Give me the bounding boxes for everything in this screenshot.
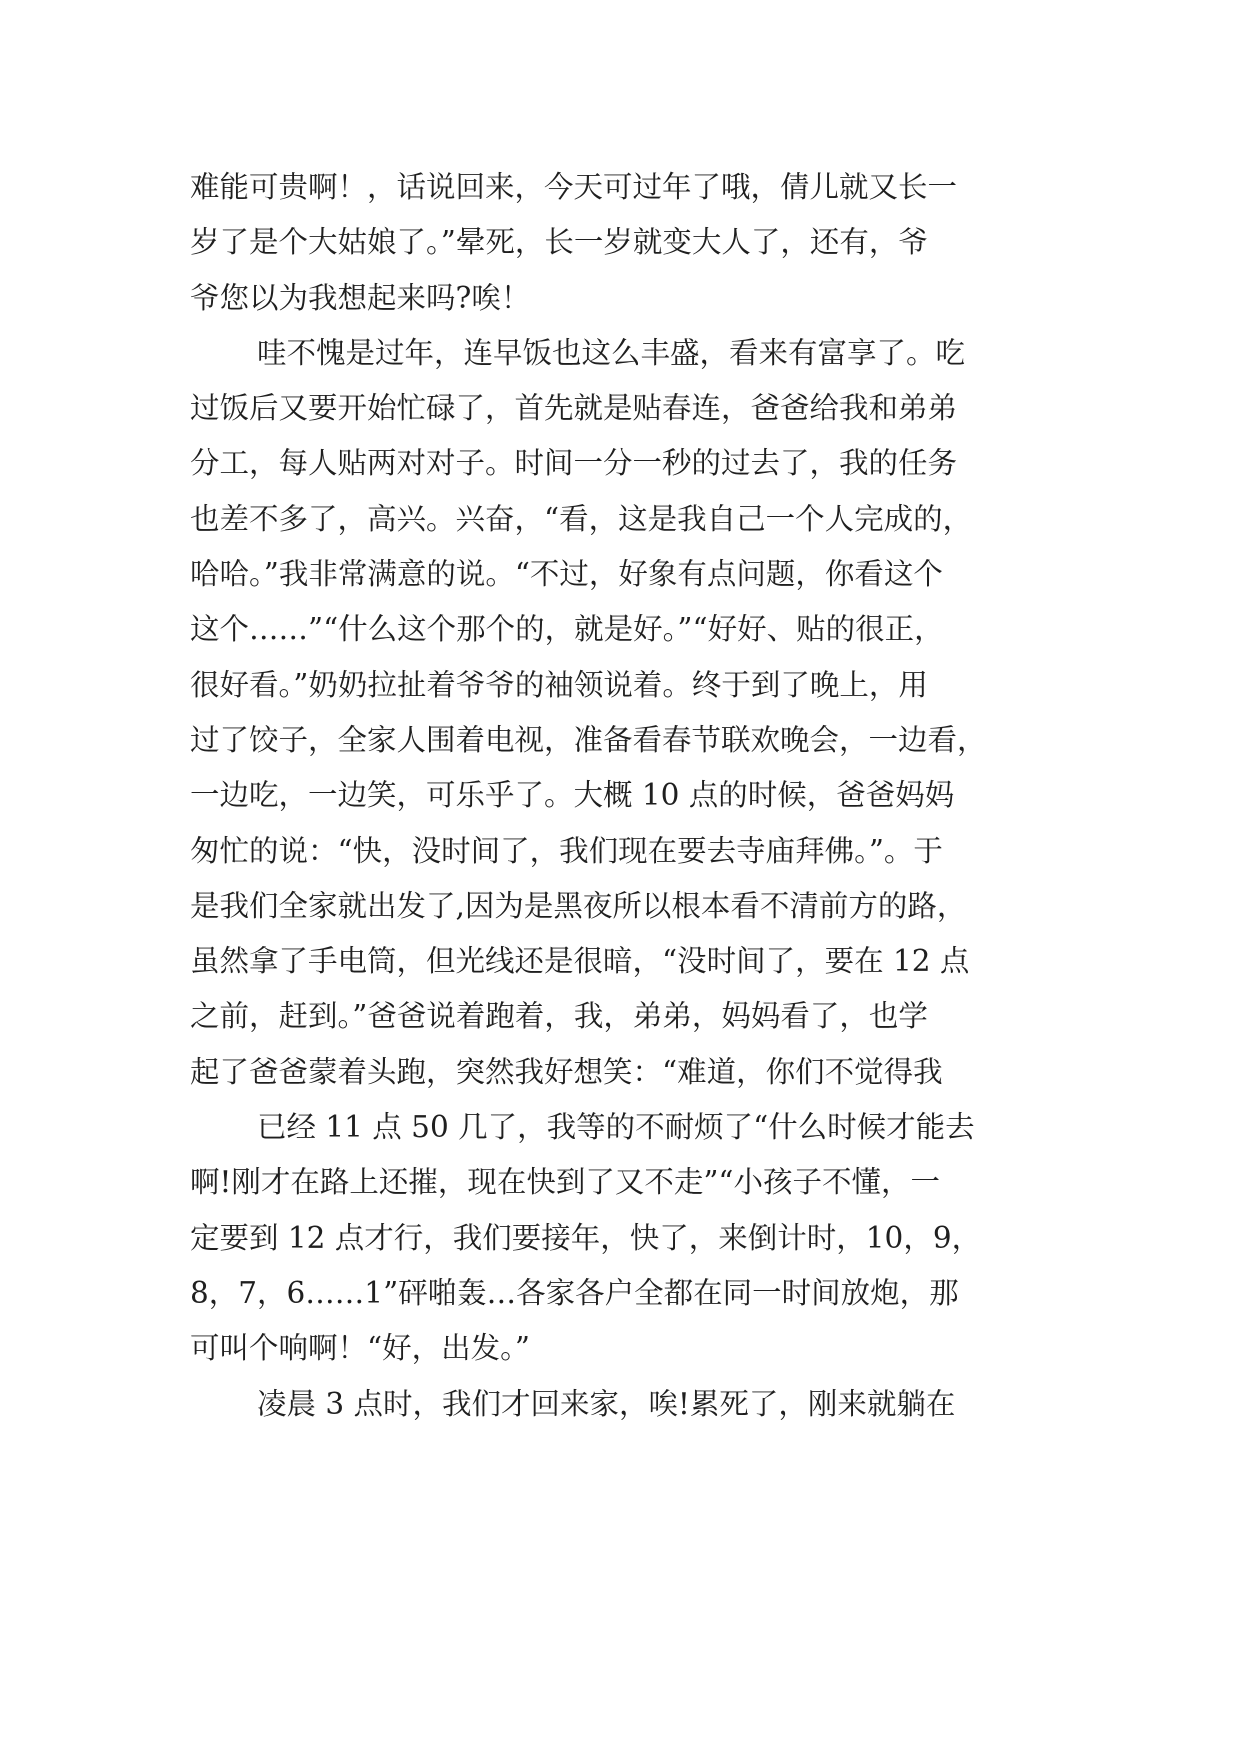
text-line: 起了爸爸蒙着头跑，突然我好想笑：“难道，你们不觉得我 [190, 1054, 943, 1089]
text-line: 也差不多了，高兴。兴奋，“看，这是我自己一个人完成的， [190, 501, 973, 536]
text-line: 这个……”“什么这个那个的，就是好。”“好好、贴的很正， [190, 612, 944, 647]
paragraph-3 [190, 1100, 1060, 1376]
text-line: 过了饺子，全家人围着电视，准备看春节联欢晚会，一边看， [190, 722, 987, 757]
text-line: 定要到 12 点才行，我们要接年，快了，来倒计时，10，9， [190, 1220, 982, 1255]
text-line: 过饭后又要开始忙碌了，首先就是贴春连，爸爸给我和弟弟 [190, 391, 958, 426]
text-line: 难能可贵啊！，话说回来，今天可过年了哦，倩儿就又长一 [190, 170, 958, 204]
text-line: 凌晨 3 点时，我们才回来家，唉!累死了，刚来就躺在 [257, 1386, 956, 1421]
text-line: 虽然拿了手电筒，但光线还是很暗，“没时间了，要在 12 点 [190, 944, 970, 979]
text-line: 很好看。”奶奶拉扯着爷爷的袖领说着。终于到了晚上，用 [190, 667, 928, 702]
paragraph-1 [190, 160, 1060, 326]
text-line: 可叫个响啊！“好，出发。” [190, 1331, 530, 1366]
text-line: 岁了是个大姑娘了。”晕死，长一岁就变大人了，还有，爷 [190, 225, 928, 260]
text-line: 一边吃，一边笑，可乐乎了。大概 10 点的时候，爸爸妈妈 [190, 778, 955, 813]
paragraph-4 [190, 1377, 1060, 1432]
text-line: 已经 11 点 50 几了，我等的不耐烦了“什么时候才能去 [257, 1110, 975, 1145]
body-text [190, 160, 1060, 1432]
text-line: 爷您以为我想起来吗?唉！ [190, 280, 531, 315]
paragraph-2 [190, 326, 1060, 1100]
text-line: 分工，每人贴两对对子。时间一分一秒的过去了，我的任务 [190, 446, 958, 481]
text-line: 8，7，6……1”砰啪轰…各家各户全都在同一时间放炮，那 [190, 1275, 959, 1310]
text-line: 哈哈。”我非常满意的说。“不过，好象有点问题，你看这个 [190, 557, 943, 592]
text-line: 啊!刚才在路上还摧，现在快到了又不走”“小孩子不懂，一 [190, 1165, 941, 1200]
text-line: 哇不愧是过年，连早饭也这么丰盛，看来有富享了。吃 [257, 335, 966, 370]
text-line: 匆忙的说：“快，没时间了，我们现在要去寺庙拜佛。”。于 [190, 833, 943, 868]
text-line: 之前，赶到。”爸爸说着跑着，我，弟弟，妈妈看了，也学 [190, 999, 928, 1034]
text-line: 是我们全家就出发了,因为是黑夜所以根本看不清前方的路， [190, 888, 967, 923]
